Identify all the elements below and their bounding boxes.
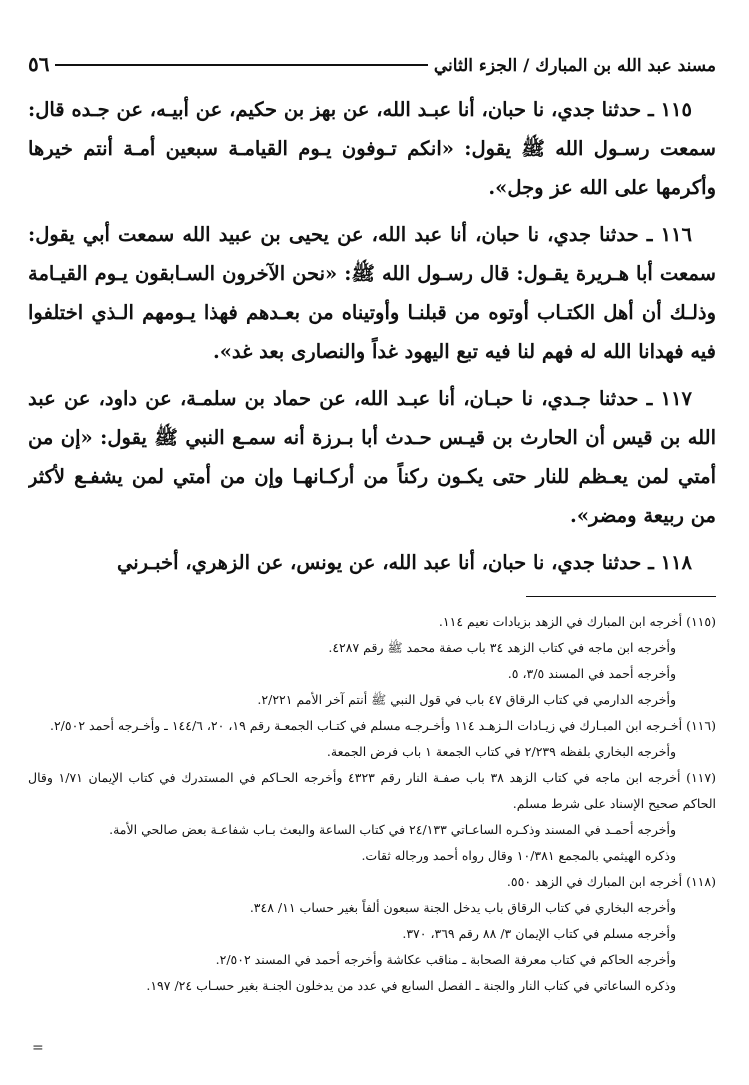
footnote-115	[28, 609, 716, 713]
hadith-text: ١١٦ ـ حدثنا جدي، نا حبان، أنا عبد الله، عن يحيى بن عبيد الله سمعت أبي يقول: سمعت أبا هـريرة يقـول: قال رسـول الله ﷺ: «نحن الآخرون السـابقون يـوم القيـامة وذلـك أن أهل الكتـاب أوتوه من قبلنـا وأوتيناه من بعـدهم فهذا يـومهم الـذي اختلفوا فيه فهدانا الله له فهم لنا فيه تبع اليهود غداً والنصارى بعد غد».	[28, 223, 716, 363]
hadith-text: ١١٥ ـ حدثنا جدي، نا حبان، أنا عبـد الله، عن بهز بن حكيم، عن أبيـه، عن جـده قال: سمعت رسـول الله ﷺ يقول: «انكم تـوفون يـوم القيامـة سبعين أمـة أنتم خيرها وأكرمها على الله عز وجل».	[28, 98, 716, 199]
footnote-line: وأخرجه أحمـد في المسند وذكـره الساعـاتي ٢٤/١٣٣ في كتاب الساعة والبعث بـاب شفاعـة بعض صالحي الأمة.	[109, 822, 676, 837]
footnote-line: وأخرجه البخاري بلفظه ٢/٢٣٩ في كتاب الجمعة ١ باب فرض الجمعة.	[326, 744, 676, 759]
main-text	[28, 90, 716, 582]
footnote-line: أخرجه ابن المبارك في الزهد بزيادات نعيم ١١٤.	[438, 614, 683, 629]
footnote-line: وأخرجه ابن ماجه في كتاب الزهد ٣٤ باب صفة محمد ﷺ رقم ٤٢٨٧.	[328, 640, 676, 655]
running-title: مسند عبد الله بن المبارك / الجزء الثاني	[433, 56, 716, 76]
margin-mark: =	[32, 1040, 44, 1056]
header-rule	[55, 64, 427, 66]
footnote-number: (١١٦)	[686, 718, 716, 733]
footnote-line: وأخرجه مسلم في كتاب الإيمان ٣/ ٨٨ رقم ٣٦٩، ٣٧٠.	[402, 926, 676, 941]
hadith-115	[28, 90, 716, 207]
hadith-116	[28, 215, 716, 371]
page-number: ٥٦	[28, 52, 50, 76]
footnote-number: (١١٥)	[686, 614, 716, 629]
page-header	[28, 40, 716, 76]
footnote-116	[28, 713, 716, 765]
footnote-line: وأخرجه الحاكم في كتاب معرفة الصحابة ـ مناقب عكاشة وأخرجه أحمد في المسند ٢/٥٠٢.	[215, 952, 676, 967]
footnote-line: وذكره الساعاتي في كتاب النار والجنة ـ الفصل السابع في عدد من يدخلون الجنـة بغير حسـاب ٢٤/ ١٩٧.	[146, 978, 676, 993]
footnote-line: وأخرجه البخاري في كتاب الرقاق باب يدخل الجنة سبعون ألفاً بغير حساب ١١/ ٣٤٨.	[249, 900, 676, 915]
footnote-number: (١١٧)	[686, 770, 716, 785]
hadith-text: ١١٧ ـ حدثنا جـدي، نا حبـان، أنا عبـد الله، عن حماد بن سلمـة، عن داود، عن عبد الله بن قيس أن الحارث بن قيـس حـدث أبا بـرزة أنه سمـع النبي ﷺ يقول: «إن من أمتي لمن يعـظم للنار حتى يكـون ركناً من أركـانهـا وإن من أمتي لمن يشفـع لأكثر من ربيعة ومضر».	[28, 387, 716, 527]
footnote-line: وأخرجه الدارمي في كتاب الرقاق ٤٧ باب في قول النبي ﷺ أنتم آخر الأمم ٢/٢٢١.	[257, 692, 676, 707]
footnote-line: أخـرجه ابن المبـارك في زيـادات الـزهـد ١١٤ وأخـرجـه مسلم في كتـاب الجمعـة رقم ١٩، ٢٠، ١٤٤/٦ ـ وأخـرجه أحمد ٢/٥٠٢.	[49, 718, 683, 733]
hadith-117	[28, 379, 716, 535]
footnote-separator	[526, 596, 716, 597]
footnotes	[28, 609, 716, 999]
footnote-118	[28, 869, 716, 999]
footnote-117	[28, 765, 716, 869]
footnote-line: أخرجه ابن المبارك في الزهد ٥٥٠.	[506, 874, 683, 889]
footnote-line: أخرجه ابن ماجه في كتاب الزهد ٣٨ باب صفـة النار رقم ٤٣٢٣ وأخرجه الحـاكم في المستدرك في كتاب الإيمان ١/٧١ وقال الحاكم صحيح الإسناد على شرط مسلم.	[28, 770, 716, 811]
footnote-line: وأخرجه أحمد في المسند ٣/٥، ٥.	[507, 666, 676, 681]
hadith-118	[28, 543, 716, 582]
book-page	[28, 40, 716, 1060]
footnote-line: وذكره الهيثمي بالمجمع ١٠/٣٨١ وقال رواه أحمد ورجاله ثقات.	[361, 848, 676, 863]
hadith-text: ١١٨ ـ حدثنا جدي، نا حبان، أنا عبد الله، عن يونس، عن الزهري، أخبـرني	[116, 551, 692, 574]
footnote-number: (١١٨)	[686, 874, 716, 889]
